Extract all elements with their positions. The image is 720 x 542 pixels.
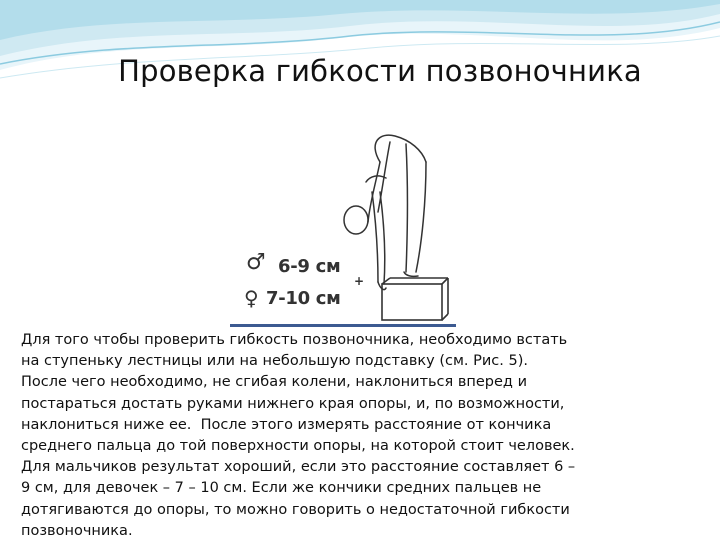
- plus-sign-label: +: [354, 274, 364, 288]
- female-range-label: 7-10 см: [266, 288, 341, 309]
- slide-title: Проверка гибкости позвоночника: [118, 54, 642, 88]
- female-symbol-icon: ♀: [244, 286, 259, 310]
- male-range-label: 6-9 см: [278, 256, 341, 277]
- figure-baseline-rule: [230, 324, 456, 327]
- body-paragraph: Для того чтобы проверить гибкость позвоночника, необходимо встать на ступеньку лестницы или на небольшую подставку (см. Рис. 5). После чего необходимо, не сгибая колени, наклониться вперед и постараться достать руками нижнего края опоры, и, по возможности, наклониться ниже ее. После этого измерять расстояние от кончика среднего пальца до той поверхности опоры, на которой стоит человек. Для мальчиков результат хороший, если это расстояние составляет 6 – 9 см, для девочек – 7 – 10 см. Если же кончики средних пальцев не дотягиваются до опоры, то можно говорить о недостаточной гибкости позвоночника.: [21, 332, 576, 539]
- flexibility-test-figure: [230, 122, 486, 328]
- male-symbol-icon: ♂: [246, 250, 266, 275]
